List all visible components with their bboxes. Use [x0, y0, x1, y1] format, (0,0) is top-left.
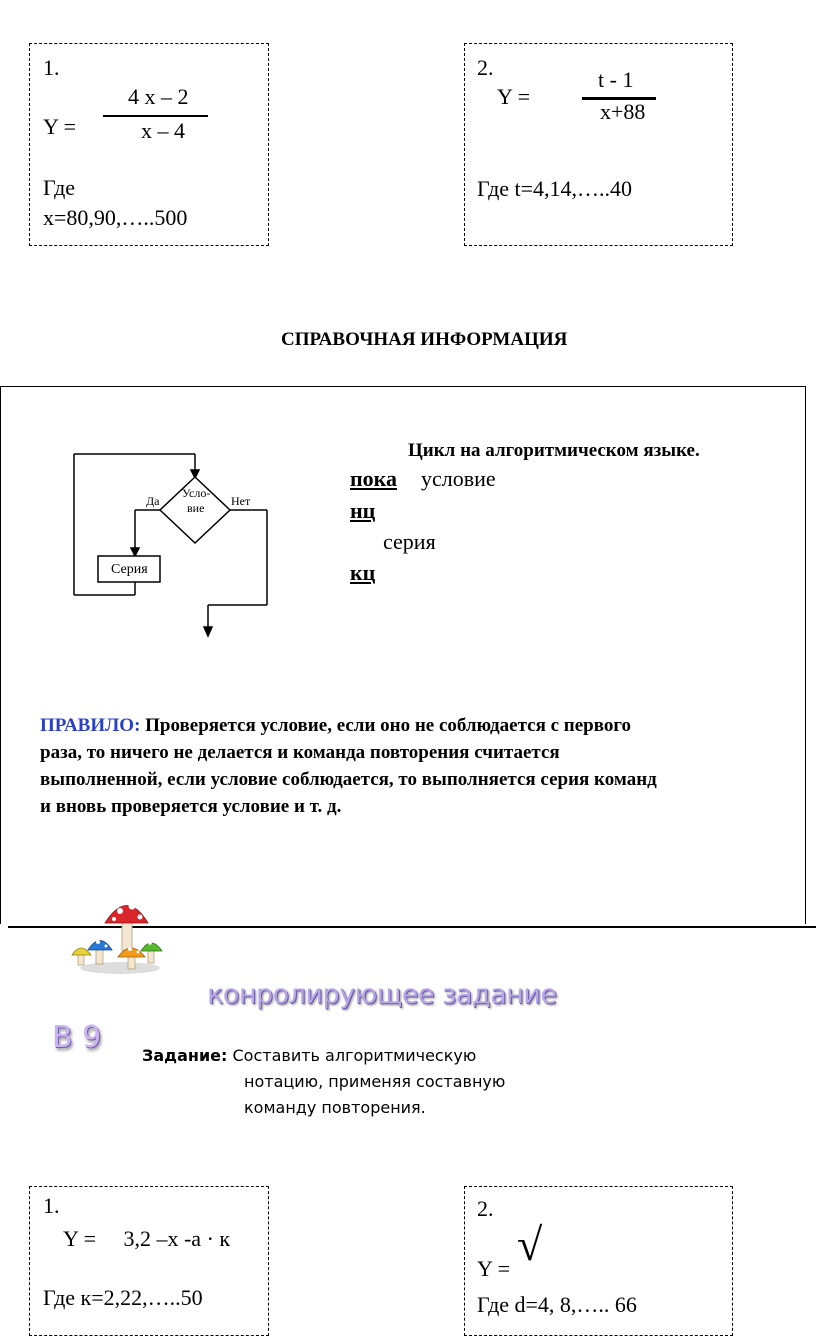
flow-condition-line1: Усло-	[182, 486, 211, 500]
flow-series-label: Серия	[111, 562, 148, 577]
task-line-3: команду повторения.	[244, 1098, 426, 1117]
task-2-where: Где t=4,14,…..40	[477, 176, 633, 201]
reference-title: СПРАВОЧНАЯ ИНФОРМАЦИЯ	[281, 329, 568, 350]
task-2-number: 2.	[477, 55, 494, 80]
task-label: Задание:	[142, 1046, 228, 1065]
task-2-denominator: x+88	[600, 99, 646, 124]
flow-condition-line2: вие	[187, 501, 205, 515]
rule-line-1: Проверяется условие, если оно не соблюдается с первого	[145, 715, 632, 736]
task-3-where: Где к=2,22,…..50	[43, 1285, 203, 1310]
fraction-line	[103, 115, 208, 117]
series-text: серия	[383, 529, 436, 554]
task-1-numerator: 4 x – 2	[128, 84, 189, 109]
rule-paragraph	[40, 712, 810, 820]
task-instructions	[142, 1043, 505, 1121]
task-1-where: Где	[43, 175, 76, 200]
control-task-wordart: конролирующее задание	[207, 979, 557, 1010]
flowchart-diagram	[60, 440, 300, 645]
flow-yes-label: Да	[146, 494, 160, 508]
task-1-number: 1.	[43, 55, 60, 80]
task-3-number: 1.	[43, 1193, 60, 1218]
task-4-where: Где d=4, 8,….. 66	[477, 1292, 637, 1317]
task-4-number: 2.	[477, 1196, 494, 1221]
task-1-denominator: x – 4	[141, 118, 185, 143]
task-line-2: нотацию, применяя составную	[244, 1072, 506, 1091]
rule-line-2: раза, то ничего не делается и команда повторения считается	[40, 742, 560, 763]
task-1-lhs: Y =	[43, 114, 76, 139]
keyword-poka: пока	[350, 466, 398, 491]
b9-badge: В 9	[52, 1020, 102, 1055]
keyword-kc: кц	[350, 560, 376, 585]
keyword-nc: нц	[350, 498, 376, 523]
flow-no-label: Нет	[231, 494, 251, 508]
task-line-1: Составить алгоритмическую	[232, 1046, 477, 1065]
task-box-3	[29, 1186, 269, 1336]
rule-label: ПРАВИЛО:	[40, 715, 141, 736]
task-2-numerator: t - 1	[598, 67, 634, 92]
cycle-title: Цикл на алгоритмическом языке.	[408, 440, 700, 461]
sqrt-symbol: √	[517, 1219, 543, 1270]
rule-line-3: выполненной, если условие соблюдается, то выполняется серия команд	[40, 769, 657, 790]
mushrooms-image	[70, 893, 170, 978]
condition-text: условие	[421, 466, 496, 491]
task-3-formula: Y = 3,2 –x -а · к	[63, 1226, 231, 1251]
task-2-lhs: Y =	[497, 84, 530, 109]
task-4-lhs: Y =	[477, 1256, 510, 1281]
rule-line-4: и вновь проверяется условие и т. д.	[40, 796, 342, 817]
task-1-range: x=80,90,…..500	[43, 205, 188, 230]
